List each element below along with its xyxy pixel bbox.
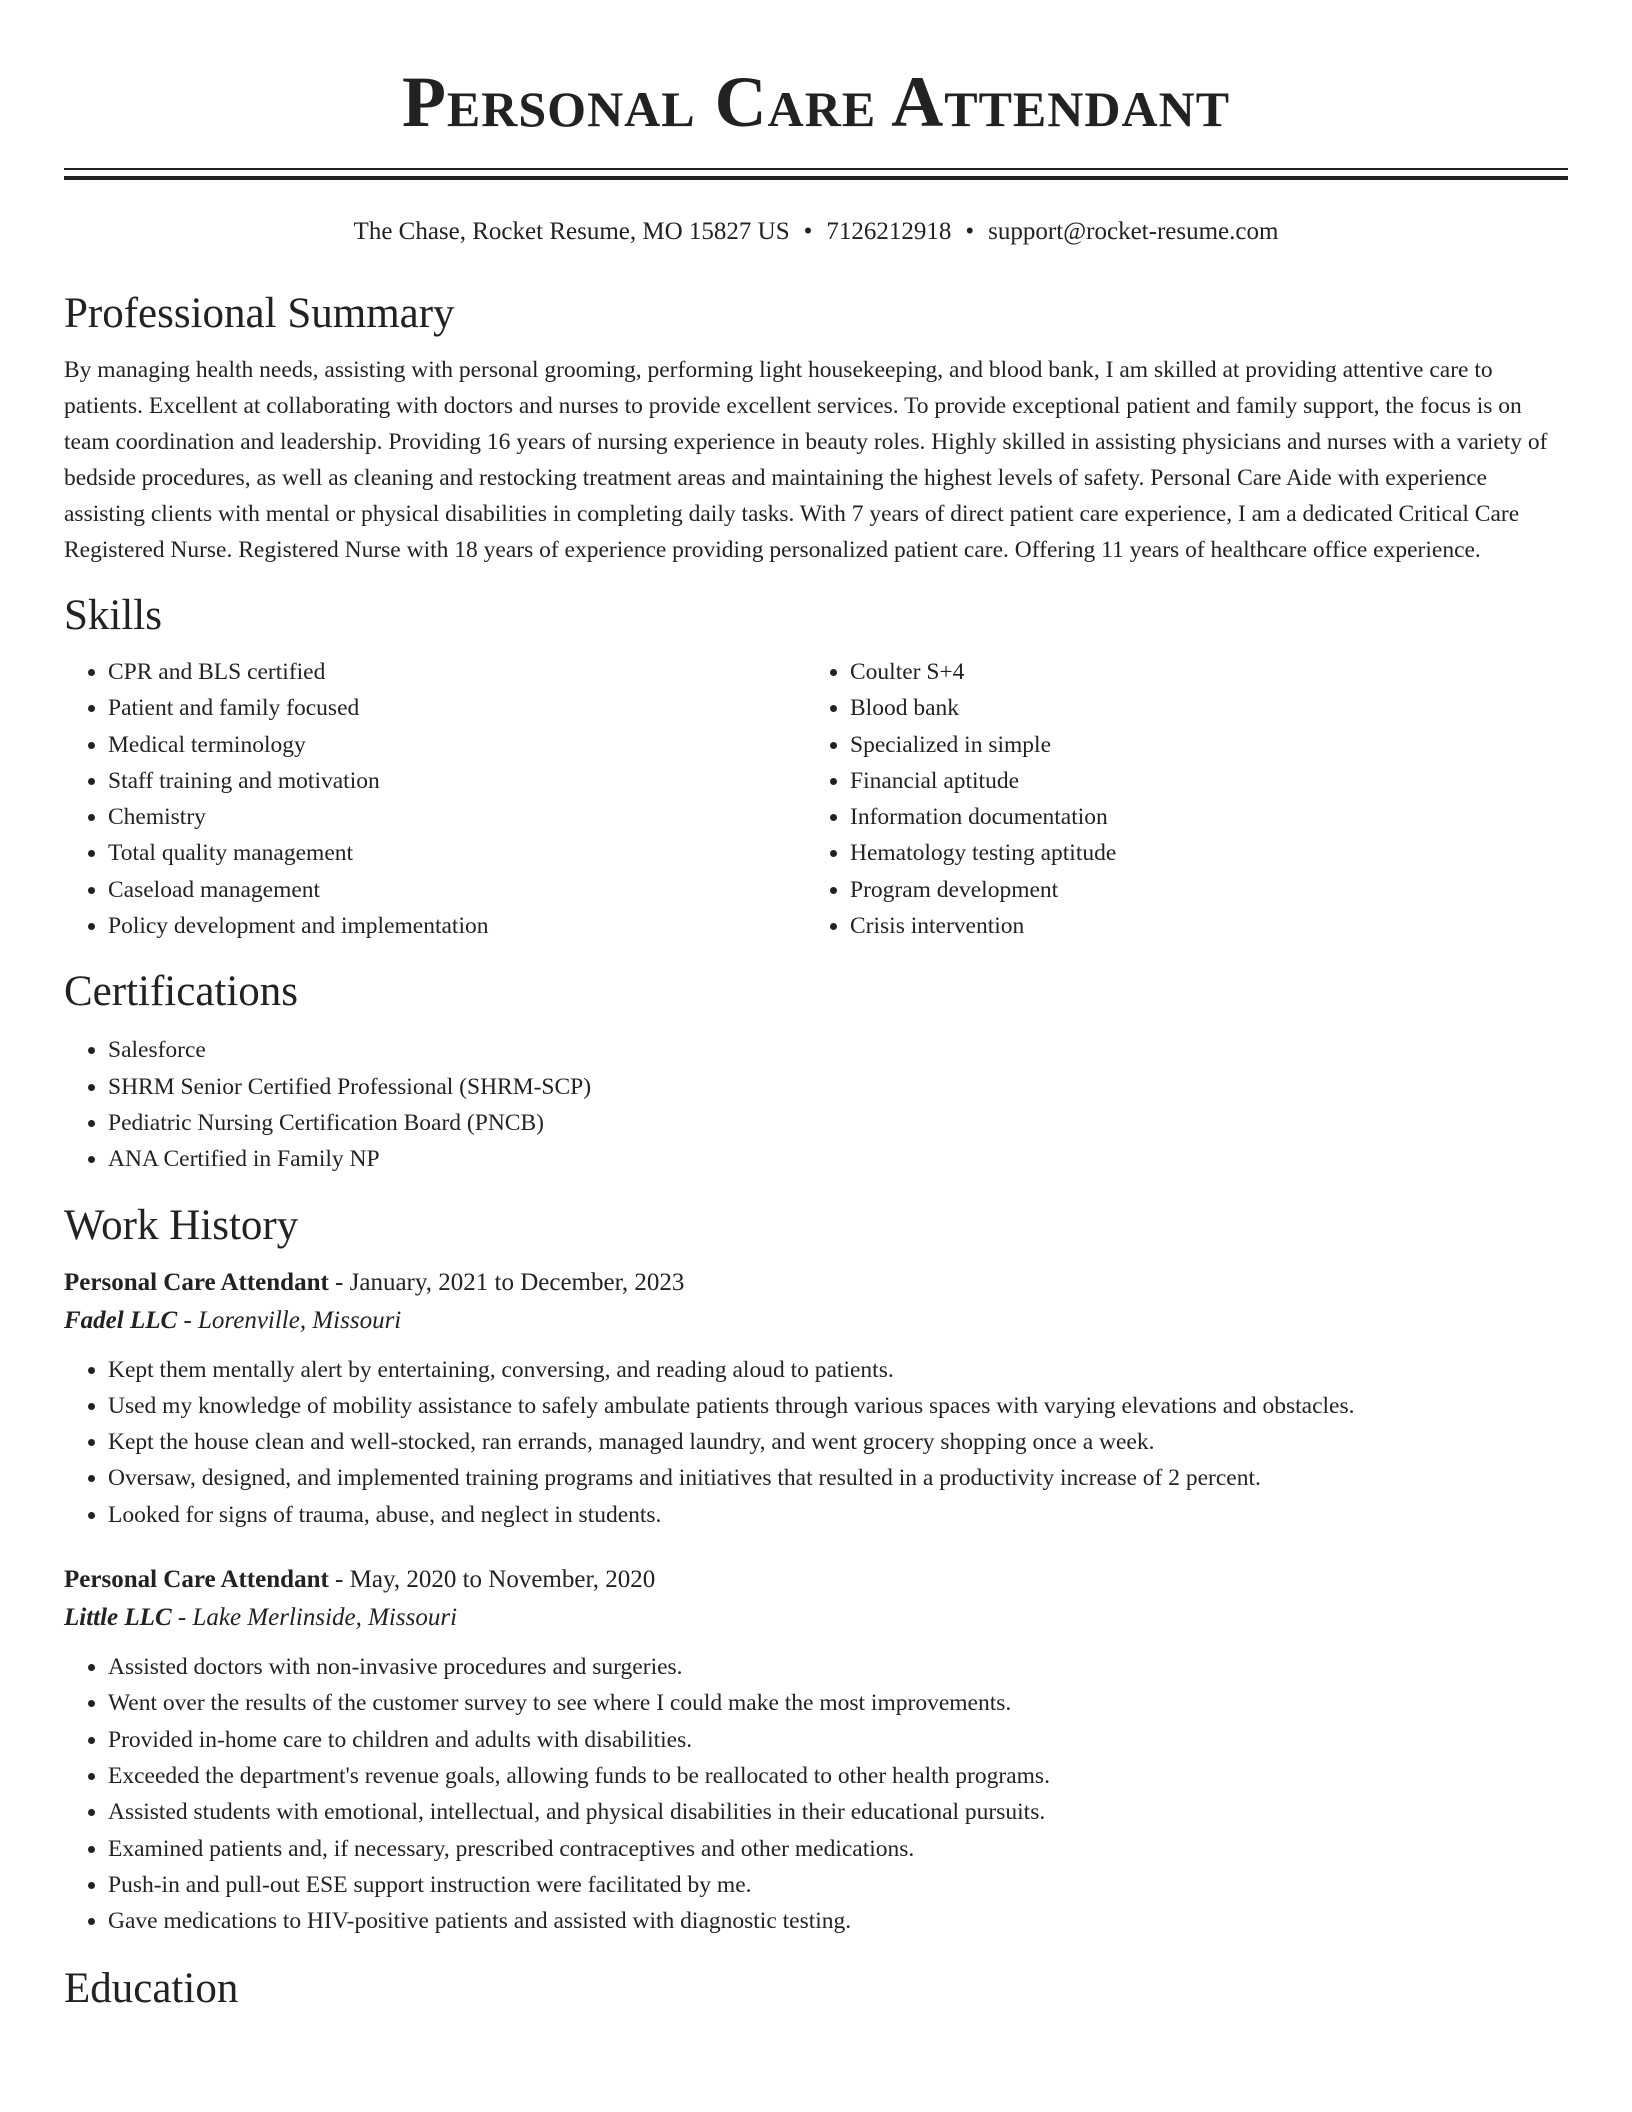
job-heading xyxy=(64,1561,1568,1599)
job-duty: • Went over the results of the customer survey to see where I could make the most improvements. xyxy=(108,1685,1568,1721)
company-location: - Lake Merlinside, Missouri xyxy=(171,1604,458,1632)
job-duties-list xyxy=(64,1649,1568,1939)
certification-item: • Pediatric Nursing Certification Board (PNCB) xyxy=(108,1105,1568,1141)
certifications-heading: Certifications xyxy=(64,968,299,1016)
skill-item: • CPR and BLS certified xyxy=(108,654,806,690)
job-employer xyxy=(64,1302,1568,1340)
certification-item: • ANA Certified in Family NP xyxy=(108,1141,1568,1177)
skills-list-right xyxy=(806,654,1548,944)
job-title: Personal Care Attendant xyxy=(64,1566,329,1594)
job-duty: • Assisted doctors with non-invasive procedures and surgeries. xyxy=(108,1649,1568,1685)
job-dates: - May, 2020 to November, 2020 xyxy=(328,1566,656,1594)
bullet-separator: • xyxy=(965,218,975,245)
candidate-name: Personal Care Attendant xyxy=(401,62,1231,142)
skill-item: • Policy development and implementation xyxy=(108,908,806,944)
divider-thin-line xyxy=(64,168,1568,170)
job-duty: • Exceeded the department's revenue goals, allowing funds to be reallocated to other health programs. xyxy=(108,1758,1568,1794)
bullet-separator: • xyxy=(803,218,813,245)
company-name: Little LLC xyxy=(64,1604,172,1632)
work-history-heading: Work History xyxy=(64,1201,299,1249)
divider-thick-line xyxy=(64,176,1568,180)
job-duty: • Gave medications to HIV-positive patients and assisted with diagnostic testing. xyxy=(108,1903,1568,1939)
contact-phone: 7126212918 xyxy=(826,218,952,245)
job-duty: • Looked for signs of trauma, abuse, and neglect in students. xyxy=(108,1497,1568,1533)
job-duty: • Assisted students with emotional, intellectual, and physical disabilities in their educational pursuits. xyxy=(108,1794,1568,1830)
job-duty: • Provided in-home care to children and adults with disabilities. xyxy=(108,1722,1568,1758)
summary-heading: Professional Summary xyxy=(64,290,455,337)
header-divider xyxy=(64,168,1568,180)
skill-item: • Specialized in simple xyxy=(850,727,1548,763)
skill-item: • Total quality management xyxy=(108,835,806,871)
skill-item: • Crisis intervention xyxy=(850,908,1548,944)
certifications-list xyxy=(64,1032,1568,1177)
skill-item: • Information documentation xyxy=(850,799,1548,835)
skills-heading: Skills xyxy=(64,592,162,639)
job-duty: • Push-in and pull-out ESE support instruction were facilitated by me. xyxy=(108,1867,1568,1903)
job-dates: - January, 2021 to December, 2023 xyxy=(328,1268,685,1296)
skill-item: • Program development xyxy=(850,872,1548,908)
job-duty: • Used my knowledge of mobility assistance to safely ambulate patients through various spaces with varying elevations and obstacles. xyxy=(108,1388,1568,1424)
certification-item: • Salesforce xyxy=(108,1032,1568,1068)
contact-address: The Chase, Rocket Resume, MO 15827 US xyxy=(353,218,790,245)
summary-paragraph: By managing health needs, assisting with personal grooming, performing light housekeeping, and blood bank, I am skilled at providing attentive care to patients. Excellent at collaborating with doctors and nurses to provide excellent services. To provide exceptional patient and family support, the focus is on team coordination and leadership. Providing 16 years of nursing experience in beauty roles. Highly skilled in assisting physicians and nurses with a variety of bedside procedures, as well as cleaning and restocking treatment areas and maintaining the highest levels of safety. Personal Care Aide with experience assisting clients with mental or physical disabilities in completing daily tasks. With 7 years of direct patient care experience, I am a dedicated Critical Care Registered Nurse. Registered Nurse with 18 years of experience providing personalized patient care. Offering 11 years of healthcare office experience. xyxy=(64,357,1548,563)
skill-item: • Patient and family focused xyxy=(108,690,806,726)
company-name: Fadel LLC xyxy=(64,1306,178,1334)
certification-item: • SHRM Senior Certified Professional (SHRM-SCP) xyxy=(108,1069,1568,1105)
skill-item: • Caseload management xyxy=(108,872,806,908)
skill-item: • Blood bank xyxy=(850,690,1548,726)
skills-column-right xyxy=(806,654,1548,944)
skill-item: • Chemistry xyxy=(108,799,806,835)
job-duty: • Kept the house clean and well-stocked, ran errands, managed laundry, and went grocery shopping once a week. xyxy=(108,1424,1568,1460)
job-employer xyxy=(64,1599,1568,1637)
skills-column-left xyxy=(64,654,806,944)
job-duty: • Kept them mentally alert by entertaining, conversing, and reading aloud to patients. xyxy=(108,1352,1568,1388)
education-heading: Education xyxy=(64,1965,239,2013)
job-duties-list xyxy=(64,1352,1568,1533)
skill-item: • Coulter S+4 xyxy=(850,654,1548,690)
company-location: - Lorenville, Missouri xyxy=(177,1306,402,1334)
job-duty: • Examined patients and, if necessary, prescribed contraceptives and other medications. xyxy=(108,1831,1568,1867)
skill-item: • Hematology testing aptitude xyxy=(850,835,1548,871)
resume-page xyxy=(64,0,1568,2015)
skills-columns xyxy=(64,654,1568,944)
contact-line xyxy=(64,216,1568,248)
skill-item: • Medical terminology xyxy=(108,727,806,763)
job-heading xyxy=(64,1264,1568,1302)
job-entry xyxy=(64,1561,1568,1939)
job-duty: • Oversaw, designed, and implemented training programs and initiatives that resulted in a productivity increase of 2 percent. xyxy=(108,1460,1568,1496)
contact-email: support@rocket-resume.com xyxy=(988,218,1279,245)
skill-item: • Financial aptitude xyxy=(850,763,1548,799)
skill-item: • Staff training and motivation xyxy=(108,763,806,799)
job-entry xyxy=(64,1264,1568,1533)
job-title: Personal Care Attendant xyxy=(64,1268,329,1296)
skills-list-left xyxy=(64,654,806,944)
